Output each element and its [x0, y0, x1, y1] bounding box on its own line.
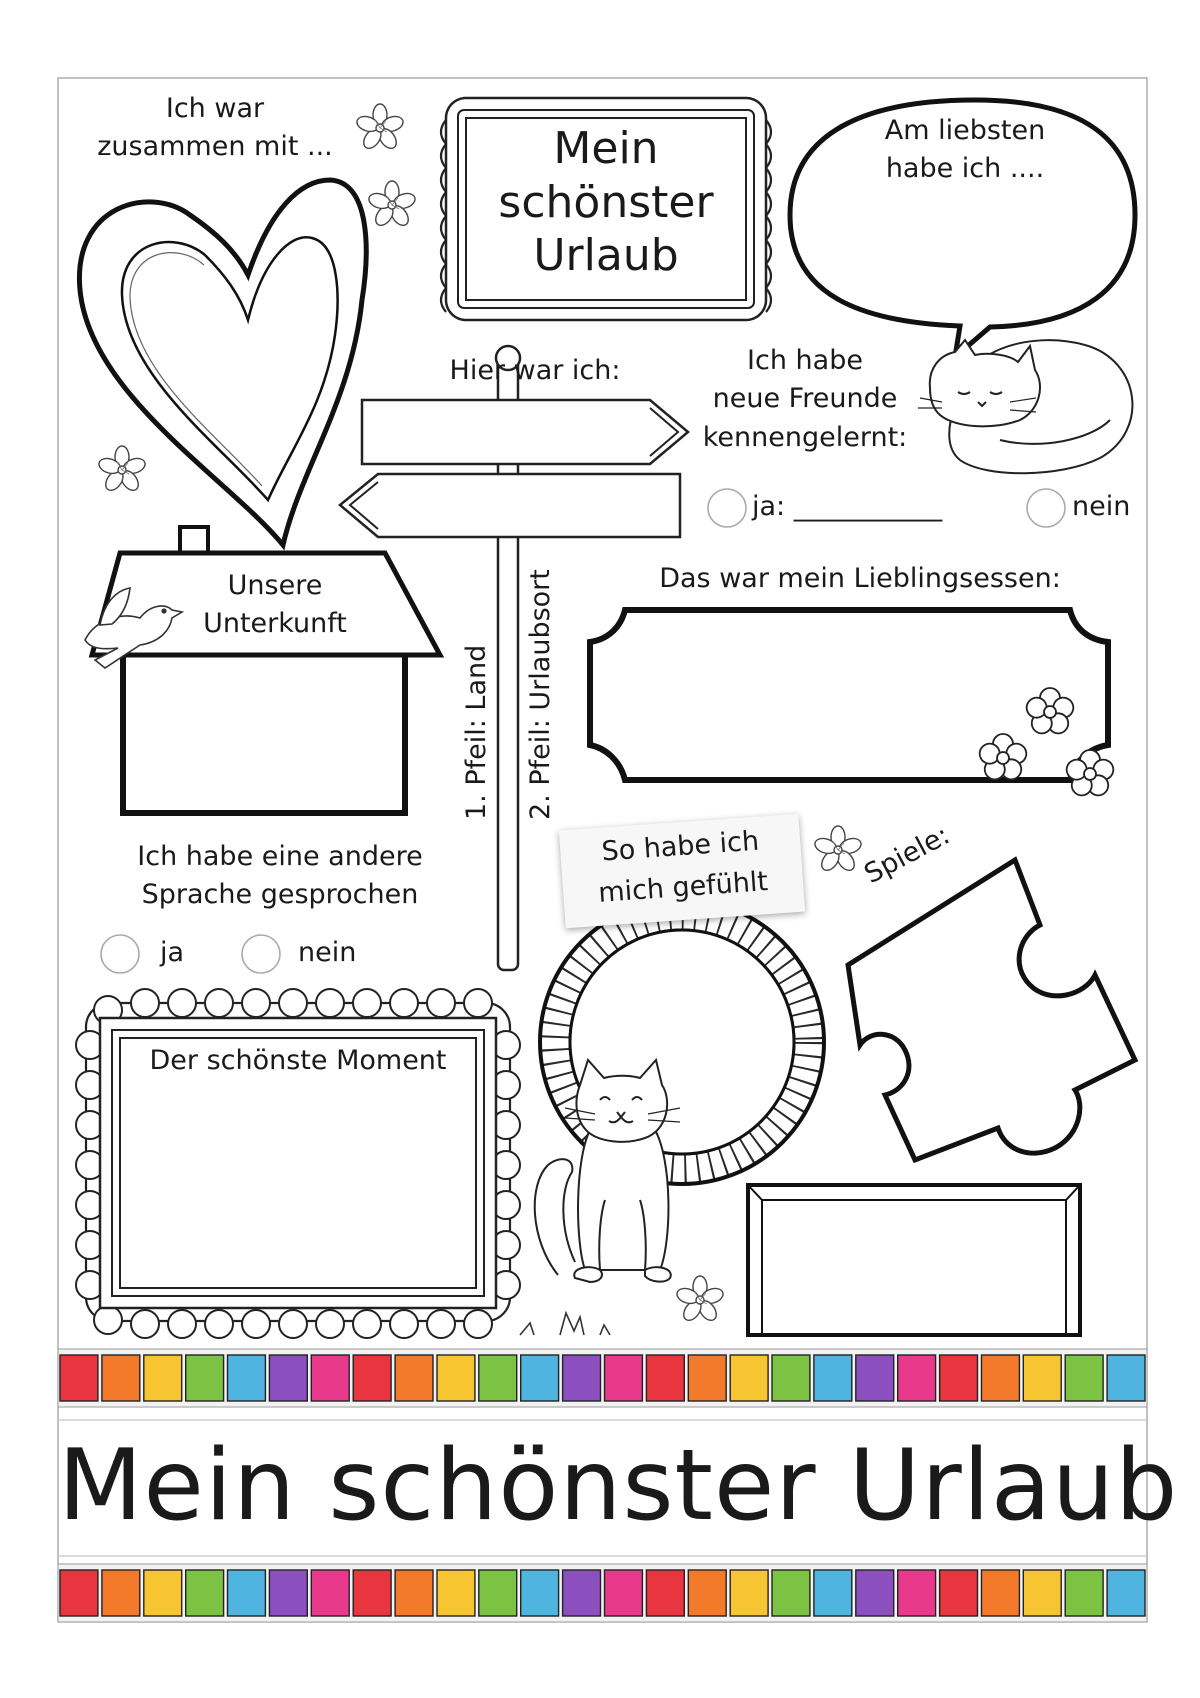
stripe-tile	[60, 1355, 98, 1401]
puzzle-piece-icon	[848, 860, 1135, 1160]
games-label: Spiele:	[859, 819, 955, 891]
accommodation-label: Unsere Unterkunft	[203, 570, 347, 640]
stripe-tile	[1065, 1355, 1103, 1401]
stripe-tile	[688, 1570, 726, 1616]
stripe-tile	[898, 1355, 936, 1401]
flower-icon	[367, 181, 417, 229]
stripe-tile	[269, 1570, 307, 1616]
stripe-tile	[772, 1570, 810, 1616]
stripe-tile	[563, 1355, 601, 1401]
stripe-tile	[437, 1355, 475, 1401]
arrow-1-hint: 1. Pfeil: Land	[461, 644, 492, 820]
stripe-tile	[605, 1570, 643, 1616]
stripe-tile	[814, 1570, 852, 1616]
stripe-tile	[479, 1570, 517, 1616]
friends-no-radio	[1027, 489, 1065, 527]
heart-frame-icon	[79, 180, 366, 545]
other-language-label: Ich habe eine andere Sprache gesprochen	[137, 841, 423, 911]
new-friends-label: Ich habe neue Freunde kennengelernt:	[702, 345, 908, 453]
best-moment-label: Der schönste Moment	[149, 1045, 447, 1076]
stripe-tile	[311, 1570, 349, 1616]
stripe-tile	[186, 1355, 224, 1401]
stripe-tile	[144, 1570, 182, 1616]
food-frame	[590, 610, 1108, 780]
stripe-tile	[102, 1355, 140, 1401]
friends-yes-label: ja: ___________	[752, 491, 943, 522]
stripe-tile	[940, 1355, 978, 1401]
flower-icon	[813, 826, 863, 874]
banner-title: Mein schönster Urlaub	[58, 1429, 1179, 1543]
stripe-tile	[144, 1355, 182, 1401]
stripe-tile	[730, 1355, 768, 1401]
stripe-tile	[1065, 1570, 1103, 1616]
stripe-tile	[605, 1355, 643, 1401]
stripe-tile	[982, 1570, 1020, 1616]
where-i-was-label: Hier war ich:	[449, 355, 621, 386]
friends-no-label: nein	[1072, 491, 1131, 522]
language-yes-label: ja	[160, 937, 185, 968]
stripe-tile	[646, 1355, 684, 1401]
stripe-tile	[395, 1570, 433, 1616]
stripe-tile	[437, 1570, 475, 1616]
together-with-label: Ich war zusammen mit ...	[97, 93, 333, 163]
round-frame	[540, 900, 824, 1184]
picture-frame	[748, 1185, 1080, 1335]
flower-icon	[355, 104, 405, 152]
stripe-tile	[311, 1355, 349, 1401]
stripe-tile	[982, 1355, 1020, 1401]
language-no-radio	[242, 935, 280, 973]
stripe-tile	[521, 1355, 559, 1401]
stripe-tile	[269, 1355, 307, 1401]
favorite-label: Am liebsten habe ich ....	[884, 115, 1046, 185]
stripe-tile	[479, 1355, 517, 1401]
stripe-tile	[898, 1570, 936, 1616]
stripe-tile	[730, 1570, 768, 1616]
stripe-tile	[186, 1570, 224, 1616]
rainbow-stripe-top	[58, 1349, 1147, 1407]
flower-icon	[97, 446, 147, 494]
feeling-label: So habe ich mich gefühlt	[597, 825, 769, 909]
stripe-tile	[1023, 1570, 1061, 1616]
stripe-tile	[856, 1570, 894, 1616]
stripe-tile	[646, 1570, 684, 1616]
stripe-tile	[353, 1570, 391, 1616]
sleeping-cat-icon	[918, 340, 1132, 473]
stripe-tile	[1107, 1355, 1145, 1401]
rainbow-stripe-bottom	[58, 1564, 1147, 1622]
stripe-tile	[563, 1570, 601, 1616]
stripe-tile	[60, 1570, 98, 1616]
arrow-2-hint: 2. Pfeil: Urlaubsort	[525, 569, 556, 820]
feeling-note	[559, 814, 805, 929]
language-yes-radio	[101, 935, 139, 973]
friends-yes-radio	[708, 489, 746, 527]
stripe-tile	[521, 1570, 559, 1616]
page-title: Mein schönster Urlaub	[498, 123, 714, 282]
stripe-tile	[772, 1355, 810, 1401]
favorite-food-label: Das war mein Lieblingsessen:	[659, 563, 1061, 594]
stripe-tile	[228, 1570, 266, 1616]
stripe-tile	[856, 1355, 894, 1401]
stripe-tile	[353, 1355, 391, 1401]
stripe-tile	[395, 1355, 433, 1401]
stripe-tile	[814, 1355, 852, 1401]
stripe-tile	[1107, 1570, 1145, 1616]
flower-icon	[675, 1276, 725, 1324]
stripe-tile	[940, 1570, 978, 1616]
stripe-tile	[688, 1355, 726, 1401]
language-no-label: nein	[298, 937, 357, 968]
stripe-tile	[1023, 1355, 1061, 1401]
stripe-tile	[228, 1355, 266, 1401]
stripe-tile	[102, 1570, 140, 1616]
